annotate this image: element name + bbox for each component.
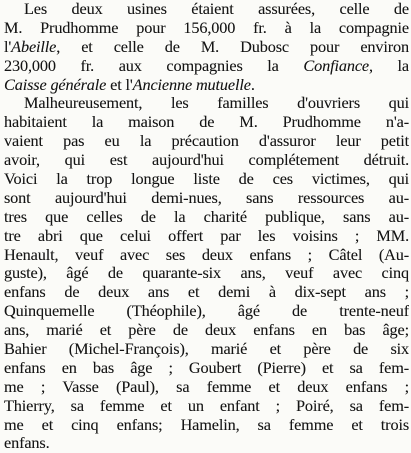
text-line — [4, 302, 409, 321]
text-segment: sont aujourd'hui demi-nues, sans ressources au- — [4, 188, 409, 207]
text-line — [4, 397, 409, 416]
text-line — [4, 208, 409, 227]
text-segment: me ; Vasse (Paul), sa femme et deux enfans ; — [4, 377, 409, 396]
paragraph — [4, 0, 409, 94]
text-segment: enfans de deux ans et demi à dix-sept ans ; — [4, 283, 409, 302]
text-segment: guste), âgé de quarante-six ans, veuf avec cinq — [4, 264, 409, 283]
text-line — [4, 264, 409, 283]
text-line — [4, 19, 409, 38]
italic-text: Ancienne mutuelle — [132, 75, 251, 94]
text-segment: tres que celles de la charité publique, sans au- — [4, 207, 409, 226]
text-segment: et l' — [106, 75, 133, 94]
italic-text: Abeille — [11, 37, 57, 56]
text-line — [4, 0, 409, 19]
text-segment: M. Prudhomme pour 156,000 fr. à la compagnie — [4, 18, 409, 37]
text-line — [4, 321, 409, 340]
text-line — [4, 283, 409, 302]
text-segment: tre abri que celui offert par les voisins ; MM. — [4, 226, 409, 245]
text-segment: l' — [4, 37, 12, 56]
text-segment: Bahier (Michel-François), marié et père de six — [4, 340, 409, 359]
text-line — [4, 246, 409, 265]
text-line — [4, 340, 409, 359]
text-line — [4, 57, 409, 76]
italic-text: Confiance — [303, 56, 369, 75]
text-segment: . — [250, 75, 255, 94]
text-line — [4, 359, 409, 378]
text-segment: Thierry, sa femme et un enfant ; Poiré, sa fem- — [4, 396, 409, 415]
text-segment: enfans en bas âge ; Goubert (Pierre) et sa fem- — [4, 358, 409, 377]
text-line — [4, 416, 409, 435]
text-line — [4, 151, 409, 170]
text-line — [4, 132, 409, 151]
text-segment: , et celle de M. Dubosc pour environ — [56, 37, 409, 56]
text-line — [4, 170, 409, 189]
text-segment: Quinquemelle (Théophile), âgé de trente-neuf — [4, 302, 409, 321]
text-segment: ans, marié et père de deux enfans en bas âge; — [4, 321, 409, 340]
italic-text: Caisse générale — [4, 75, 107, 94]
text-line — [4, 189, 409, 208]
text-segment: 230,000 fr. aux compagnies la — [4, 56, 304, 75]
text-segment: me et cinq enfans; Hamelin, sa femme et trois — [4, 415, 409, 434]
text-line — [4, 227, 409, 246]
text-line — [4, 378, 409, 397]
text-line — [4, 434, 409, 453]
text-segment: , la — [368, 56, 409, 75]
text-line — [4, 76, 409, 95]
text-line — [4, 38, 409, 57]
text-segment: Les deux usines étaient assurées, celle de — [24, 0, 409, 18]
text-segment: Voici la trop longue liste de ces victimes, qui — [4, 170, 409, 189]
text-segment: avoir, qui est aujourd'hui complétement détruit. — [4, 151, 409, 170]
text-segment: habitaient la maison de M. Prudhomme n'a- — [4, 113, 409, 132]
paragraph — [4, 94, 409, 453]
text-segment: Malheureusement, les familles d'ouvriers qui — [24, 94, 409, 113]
text-segment: vaient pas eu la précaution d'assuror leur petit — [4, 132, 409, 151]
text-segment: enfans. — [4, 434, 50, 453]
text-segment: Henault, veuf avec ses deux enfans ; Câtel (Au- — [4, 245, 409, 264]
text-line — [4, 113, 409, 132]
text-line — [4, 94, 409, 113]
